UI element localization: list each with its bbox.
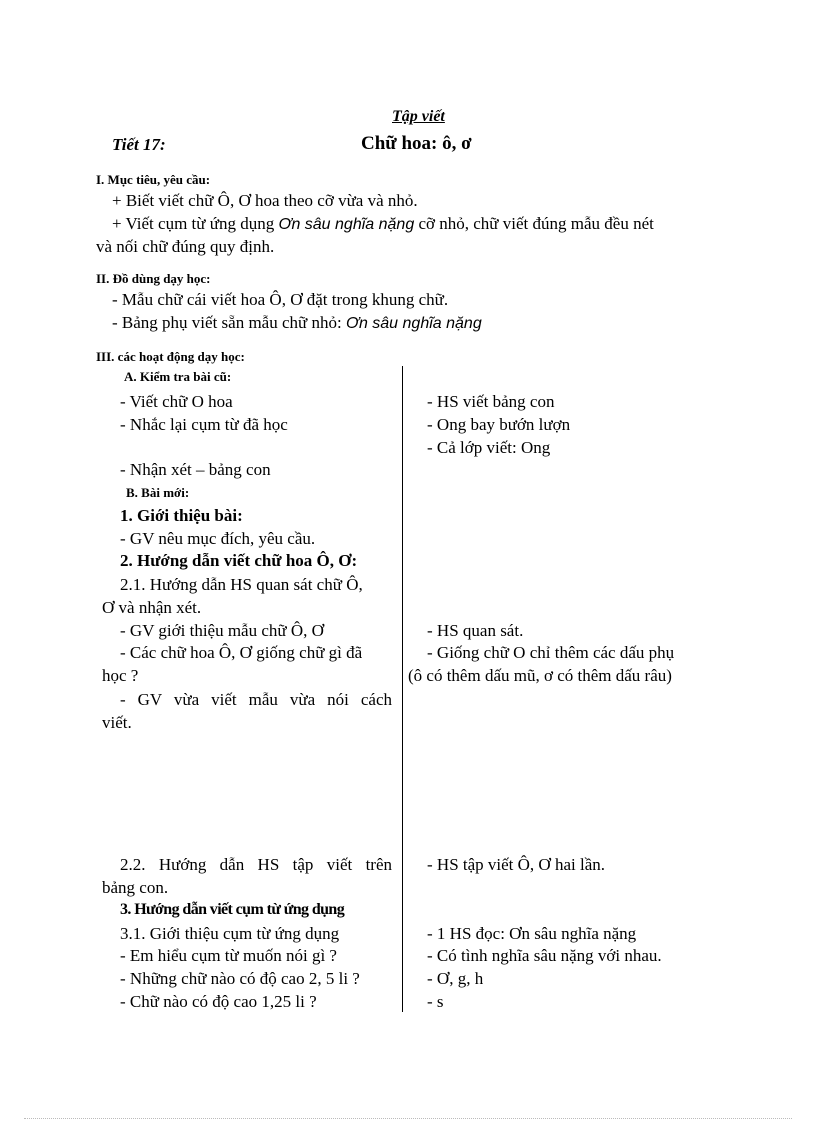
guide-observe-line-2: Ơ và nhận xét. xyxy=(102,598,202,617)
hs-observe: - HS quan sát. xyxy=(427,621,524,640)
question-height-25: - Những chữ nào có độ cao 2, 5 li ? xyxy=(120,969,360,988)
objective-line-2 xyxy=(112,214,654,234)
activities-heading: III. các hoạt động dạy học: xyxy=(96,349,245,364)
question-similar-line-2: học ? xyxy=(102,666,139,685)
materials-line-2 xyxy=(112,313,482,333)
gv-write-line-2: viết. xyxy=(102,713,132,732)
review-right-3: - Cả lớp viết: Ong xyxy=(427,438,551,457)
review-left-2: - Nhắc lại cụm từ đã học xyxy=(120,415,288,434)
objective-line-3: và nối chữ đúng quy định. xyxy=(96,237,275,256)
phrase-read: - 1 HS đọc: Ơn sâu nghĩa nặng xyxy=(427,924,637,943)
materials-line-2-start: - Bảng phụ viết sẵn mẫu chữ nhỏ: xyxy=(112,313,346,332)
answer-similar-line-1: - Giống chữ O chỉ thêm các dấu phụ xyxy=(427,643,675,662)
lesson-title: Chữ hoa: ô, ơ xyxy=(361,133,472,154)
phrase-intro: 3.1. Giới thiệu cụm từ ứng dụng xyxy=(120,924,340,943)
hs-practice: - HS tập viết Ô, Ơ hai lần. xyxy=(427,855,605,874)
review-right-1: - HS viết bảng con xyxy=(427,392,555,411)
gv-write-text: - GV vừa viết mẫu vừa nói cách xyxy=(120,690,392,709)
review-left-3: - Nhận xét – bảng con xyxy=(120,460,271,479)
gv-write-line-1 xyxy=(120,690,392,710)
review-left-1: - Viết chữ O hoa xyxy=(120,392,233,411)
answer-height-125: - s xyxy=(427,992,444,1011)
guide-letter-heading: 2. Hướng dẫn viết chữ hoa Ô, Ơ: xyxy=(120,551,358,570)
practice-line-1 xyxy=(120,855,392,875)
objective-line-2-start: + Viết cụm từ ứng dụng xyxy=(112,214,279,233)
phrase-italic: Ơn sâu nghĩa nặng xyxy=(278,216,415,233)
intro-heading: 1. Giới thiệu bài: xyxy=(120,506,243,525)
objectives-heading: I. Mục tiêu, yêu cầu: xyxy=(96,172,211,187)
gv-intro-sample: - GV giới thiệu mẫu chữ Ô, Ơ xyxy=(120,621,324,640)
column-divider xyxy=(402,366,403,1012)
phrase-italic-2: Ơn sâu nghĩa nặng xyxy=(345,315,482,332)
materials-heading: II. Đồ dùng dạy học: xyxy=(96,271,211,286)
question-similar-line-1: - Các chữ hoa Ô, Ơ giống chữ gì đã xyxy=(120,643,363,662)
practice-line-2: bảng con. xyxy=(102,878,169,897)
question-height-125: - Chữ nào có độ cao 1,25 li ? xyxy=(120,992,317,1011)
answer-similar-line-2: (ô có thêm dấu mũ, ơ có thêm dấu râu) xyxy=(408,666,672,685)
answer-meaning: - Có tình nghĩa sâu nặng với nhau. xyxy=(427,946,662,965)
practice-text: 2.2. Hướng dẫn HS tập viết trên xyxy=(120,855,392,874)
question-meaning: - Em hiểu cụm từ muốn nói gì ? xyxy=(120,946,337,965)
new-lesson-heading: B. Bài mới: xyxy=(126,485,190,500)
phrase-guide-heading: 3. Hướng dẫn viết cụm từ ứng dụng xyxy=(120,901,345,918)
intro-line: - GV nêu mục đích, yêu cầu. xyxy=(120,529,316,548)
objective-line-2-end: cỡ nhỏ, chữ viết đúng mẫu đều nét xyxy=(414,214,654,233)
guide-observe-line-1: 2.1. Hướng dẫn HS quan sát chữ Ô, xyxy=(120,575,363,594)
page-footer-rule xyxy=(24,1118,792,1119)
subject-title: Tập viết xyxy=(392,108,445,125)
objective-line-1: + Biết viết chữ Ô, Ơ hoa theo cỡ vừa và nhỏ. xyxy=(112,191,418,210)
answer-height-25: - Ơ, g, h xyxy=(427,969,484,988)
review-heading: A. Kiểm tra bài cũ: xyxy=(124,369,232,384)
materials-line-1: - Mẫu chữ cái viết hoa Ô, Ơ đặt trong khung chữ. xyxy=(112,290,449,309)
lesson-number: Tiết 17: xyxy=(112,135,166,154)
review-right-2: - Ong bay bướn lượn xyxy=(427,415,571,434)
